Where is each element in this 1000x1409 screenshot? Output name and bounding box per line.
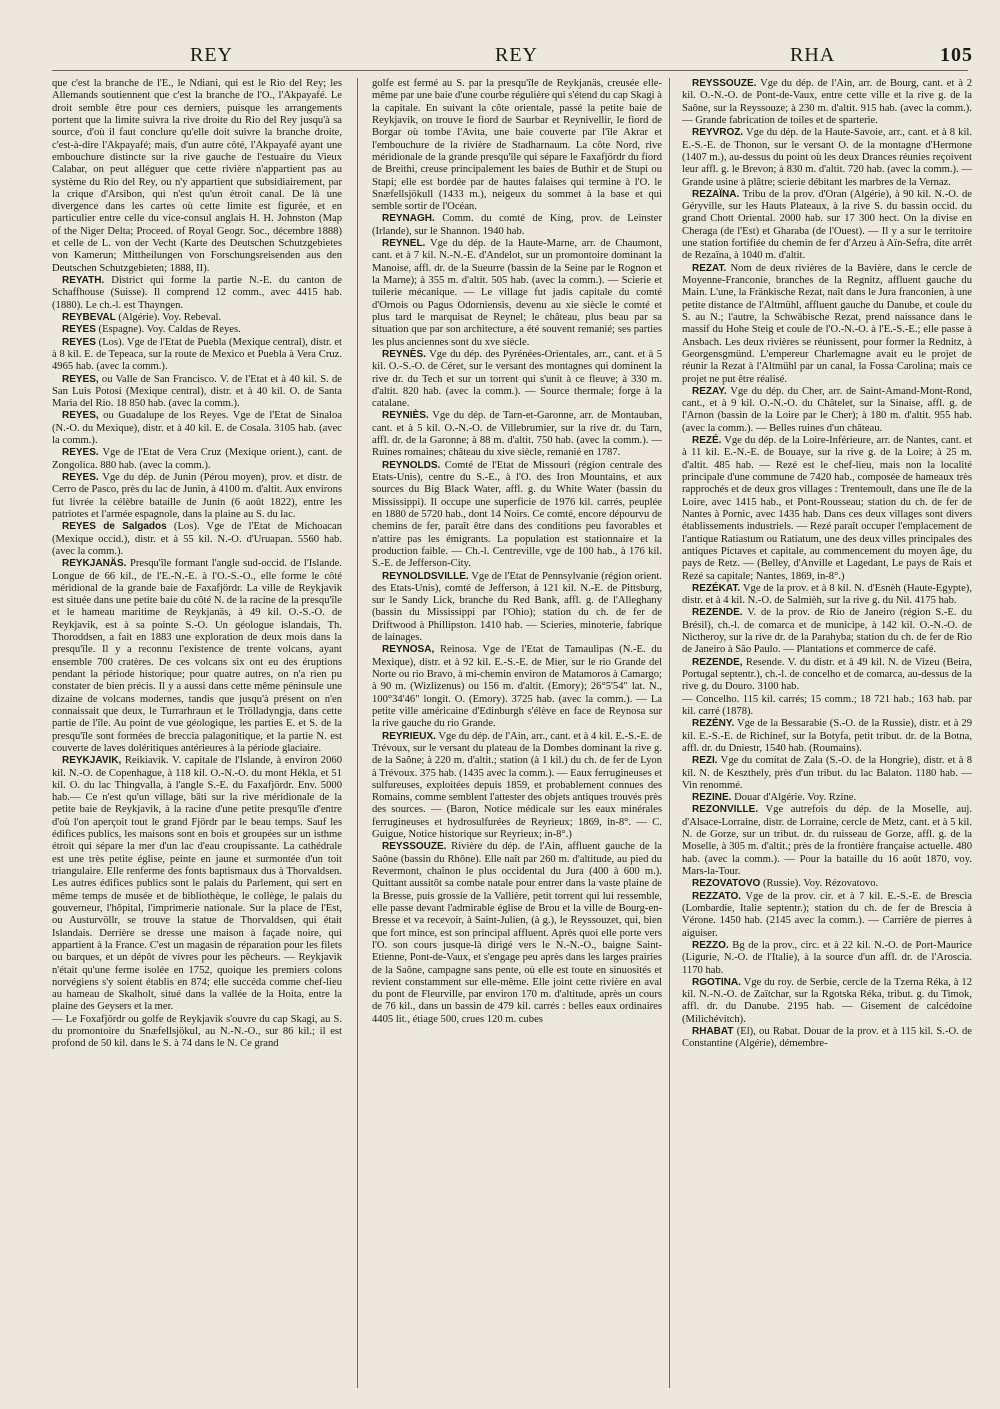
page-number: 105 (940, 44, 973, 66)
column-rule-2 (669, 78, 670, 1388)
article-entry (372, 410, 662, 459)
article-text: — Le Foxafjördr ou golfe de Reykjavik s'ouvre du cap Skagi, au S. du promontoire du Snæfellsjökul, au N.-N.-O., sur 86 kil.; il est profond de 50 kil. dans le S. à 74 dans le N. Ce grand (52, 1013, 342, 1050)
article-headword: REYNÈS. (382, 348, 426, 360)
article-headword: REZINE. (692, 792, 732, 804)
article-headword: REYKJANÄS. (62, 558, 127, 570)
running-head-center: REY (495, 44, 538, 66)
article-entry (52, 312, 342, 324)
article-entry (682, 657, 972, 694)
article-headword: REYNOSA, (382, 644, 435, 656)
article-headword: REZENDE, (692, 656, 743, 668)
article-headword: REZZO. (692, 939, 729, 951)
article-text: Presqu'île formant l'angle sud-occid. de l'Islande. Longue de 66 kil., de l'E.-N.-E. à l'O.-S.-O., elle forme le côté méridional de la grande baie de Faxafjördr. La ville de Reykjavik est située dans une petite baie du côté N. de la racine de la presqu'île et le hameau maritime de Reykjanäs, à 49 kil. O.-S.-O. de Reykjavik, est à sa pointe S.-O. Un géologue islandais, Th. Thoroddsen, a fait en 1883 une exploration de deux mois dans la presqu'île. Il y a reconnu l'existence de trente volcans, ayant ensemble 700 cratères. De ces volcans six ont eu des éruptions pendant la période historique; pour quatre autres, on n'a rien pu constater de bien précis. Il y a aussi dans cette même péninsule une dizaine de volcans modernes, tandis que jusqu'à présent on n'en connaissait que deux, le Turrarhraun et le Trölladyngja, dans cette partie de l'île. Au point de vue géologique, les parties E. et S. de la presqu'île sont formées de breccia palagonitique, et la partie N. est couverte de laves doléritiques antérieures à la période glaciaire. (52, 558, 342, 754)
article-text: Rivière du dép. de l'Ain, affluent gauche de la Saône (bassin du Rhône). Elle naît par 260 m. d'altitude, au pied du Revermont, chaînon le plus occidental du Jura (400 à 600 m.). Quittant aussitôt sa combe natale pour entrer dans la vaste plaine de la Bresse, puis grossie de la Vallière, petit torrent qui lui ressemble, elle passe devant l'admirable église de Brou et la ville de Bourg-en-Bresse et va recevoir, à Saint-Julien, (à g.), le Reyssouzet, qui, bien que fort mince, est son principal affluent. Après quoi elle porte vers l'O. son cours jusque-là dirigé vers le N.-N.-O., baigne Saint-Etienne, Pont-de-Vaux, et s'engage peu après dans les larges prairies de la Saône, campagne sans pente, où elle est toute en sinuosités et revient constamment sur elle-même. Elle joint cette rivière en aval du pont de Fleurville, par environ 170 m. d'altitude, après un cours de 76 kil., dans un bassin de 479 kil. carrés : belles eaux ordinaires 4405 lit., étiage 500, crues 120 m. cubes (372, 841, 662, 1025)
article-text: Nom de deux rivières de la Bavière, dans le cercle de Moyenne-Franconie, branches de la Regnitz, affluent gauche du Main. L'une, la Fränkische Rezat, naît dans le Jura franconien, à une petite distance de l'Altmühl, affluent gauche du Danube, et coule du S. au N.; l'autre, la Schwäbische Rezat, prend naissance dans le massif du Hohe Steig et coule de l'O.-N.-O. à l'E.-S.-E.; elle passe à Ansbach. Les deux rivières se réunissent, pour former la Rednitz, à Georgensgmünd. L'empereur Charlemagne avait eu le projet de réunir la Rezat à l'Altmühl par un canal, la Fossa Carolina; mais ce projet ne put être réalisé. (682, 262, 972, 385)
article-headword: REYBEVAL (62, 311, 116, 323)
article-text: Comm. du comté de King, prov. de Leinster (Irlande), sur le Shannon. 1940 hab. (372, 213, 662, 237)
article-entry (682, 891, 972, 940)
article-entry (682, 792, 972, 804)
article-entry (52, 558, 342, 755)
article-text: Vge du dép. de Tarn-et-Garonne, arr. de Montauban, cant. et à 5 kil. O.-N.-O. de Villebrumier, sur la rive dr. du Tarn, affl. dr. de la Garonne; à 88 m. d'altit. 750 hab. (avec la comm.). — Ruines romaines; château du xive siècle, remanié en 1787. (372, 410, 662, 459)
article-text: Vge de la prov. cir. et à 7 kil. E.-S.-E. de Brescia (Lombardie, Italie septentr.); station du ch. de fer de Brescia à Vérone. 1450 hab. (2145 avec la comm.). — Carrière de pierres à aiguiser. (682, 890, 972, 939)
header-rule (52, 70, 968, 71)
article-entry (52, 275, 342, 312)
article-entry (682, 435, 972, 583)
article-entry (52, 324, 342, 336)
article-text: V. de la prov. de Rio de Janeiro (région S.-E. du Brésil), ch.-l. de comarca et de municipe, à 142 kil. O.-N.-O. de Nictheroy, sur la rive dr. de la Parahyba; station du ch. de fer de Rio de Janeiro à São Paulo. — Plantations et commerce de café. (682, 607, 972, 656)
article-entry (372, 238, 662, 349)
article-text: Vge du dép. de Junin (Pérou moyen), prov. et distr. de Cerro de Pasco, près du lac de Junin, à 4100 m. d'altit. Aux environs fut livrée la célèbre bataille de Junin (6 août 1822), entre les patriotes et l'armée espagnole, dans la plaine au S. du lac. (52, 472, 342, 520)
article-entry (52, 472, 342, 521)
article-entry (682, 127, 972, 189)
article-text: — Concelho. 115 kil. carrés; 15 comm.; 18 721 hab.; 163 hab. par kil. carré (1878). (682, 693, 972, 717)
article-text: Vge du comitat de Zala (S.-O. de la Hongrie), distr. et à 8 kil. N. de Keszthely, près d'un tribut. du lac Balaton. 1180 hab. — Vin renommé. (682, 755, 972, 791)
article-text: (Algérie). Voy. Rebeval. (115, 311, 222, 323)
article-entry (52, 410, 342, 447)
article-headword: REYNOLDS. (382, 459, 441, 471)
article-headword: REYES de Salgados (62, 521, 167, 533)
article-text: Vge du dép. de la Loire-Inférieure, arr. de Nantes, cant. et à 11 kil. E.-N.-E. de Bouaye, sur la rive g. de la Loire; à 25 m. d'altit. 485 hab. — Rezé est le chef-lieu, mais non la localité principale d'une commune de 7420 hab., composée de hameaux très rapprochés et de deux gros villages : Trentemoult, dans une île de la Loire, avec 1415 hab., et Pont-Rousseau; station du ch. de fer de Nantes à Pornic, avec 1435 hab. Dans ces deux villages sont divers établissements industriels. — Rezé paraît occuper l'emplacement de l'antique Ratiastum ou Ratiatum, une des deux villes principales des antiques Pictaves et capitale, au commencement du moyen âge, du pays de Retz. — (Belley, d'Anville et Lagedant, Le pays de Rais et Rezé sa capitale; Nantes, 1869, in-8°.) (682, 435, 972, 582)
article-text: Comté de l'Etat de Missouri (région centrale des Etats-Unis), centre du S.-E., à l'O. des Iron Mountains, et aux sources du Big Black Water, affl. g. du White Water (bassin du Mississippi). Il occupe une superficie de 1976 kil. carrés, peuplée en 1880 de 5720 hab., dont 14 Noirs. Ce comté, encore dépourvu de chemins de fer, paraît être dans des conditions peu favorables et n'attire pas les émigrants. La population est stationnaire et la production faible. — Ch.-l. Centreville, vge de 100 hab., à 176 kil. S.-E. de Jefferson-City. (372, 459, 662, 570)
article-headword: REZENDE. (692, 607, 743, 619)
running-head-left: REY (190, 44, 233, 66)
article-entry (682, 1026, 972, 1051)
article-headword: REZAY. (692, 385, 727, 397)
article-entry (372, 213, 662, 238)
article-text: Reikiavik. V. capitale de l'Islande, à environ 2060 kil. N.-O. de Copenhague, à 118 kil. O.-N.-O. du mont Hékla, et 51 kil. O. du lac Thingvalla, à l'angle S.-E. du Faxafjördr. Env. 5000 hab.— Ce n'est qu'un village, bâti sur la rive méridionale de la petite baie de Reykjavik, à la racine d'une petite presqu'île d'entre d'où l'on aperçoit tout le grand Fjördr par le beau temps. Sauf les édifices publics, les maisons sont en bois et groupées sur un isthme étroit qui sépare la mer d'un lac d'eau croupissante. La cathédrale est une très petite église, peinte en jaune et surmontée d'un toit triangulaire. Elle renferme des fonts baptismaux dus à Thorvaldsen. Les autres édifices publics sont le palais du Parlement, qui sert en même temps de musée et de bibliothèque, le collège, le palais du gouverneur, l'hôpital, l'imprimerie nationale. Sur la place de l'Est, ou Austurvöllr, se trouve la statue de Thorvaldsen, qui était Islandais. Derrière se dresse une maison à façade noire, qui appartient à la France. C'est un magasin de réparation pour les filets ou barques, et un dépôt de vivres pour les pêcheurs. — Reykjavik n'était qu'une ferme isolée en 1752, quoique les premiers colons norvégiens s'y soient établis en 874; elle succéda comme chef-lieu au hameau de Skalholt, situé dans la vallée de la Hoita, entre la plaine des Geysers et la mer. (52, 755, 342, 1013)
article-text: Vge du roy. de Serbie, cercle de la Tzerna Réka, à 12 kil. N.-N.-O. de Zaïtchar, sur la Rgotska Réka, tribut. g. du Timok, affl. dr. du Danube. 2195 hab. — Gisement de calcédoine (Milichévitch). (682, 976, 972, 1025)
article-text: Resende. V. du distr. et à 49 kil. N. de Vizeu (Beira, Portugal septentr.), ch.-l. de concelho et de comarca, au-dessus de la rive g. du Douro. 3100 hab. (682, 656, 972, 693)
article-entry (682, 804, 972, 878)
article-entry (52, 78, 342, 275)
article-entry (682, 386, 972, 435)
article-entry (682, 263, 972, 386)
article-text: Vge du dép. de la Haute-Marne, arr. de Chaumont, cant. et à 7 kil. N.-N.-E. d'Andelot, sur un promontoire dominant la Manoise, affl. dr. de la Sueurre (bassin de la Seine par le Rognon et la Marne); à 355 m. d'altit. 505 hab. (avec la comm.). — Scierie et tuilerie mécanique. — Le village fut jadis capitale du comté d'Ornois ou Pagus Odorniensis, devenu au xie siècle le comté et plus tard le marquisat de Reynel; le château, plus beau par sa situation que par son architecture, a été souvent remanié; ses parties les plus anciennes sont du xve siècle. (372, 238, 662, 348)
article-text: Vge de l'Etat de Pennsylvanie (région orient. des Etats-Unis), comté de Jefferson, à 121 kil. N.-E. de Pittsburg, sur le Sandy Lick, branche du Red Bank, affl. g. de l'Alleghany (bassin du Mississippi par l'Ohio); station du ch. de fer de Driftwood à Phillipston. 1410 hab. — Scieries, minoterie, fabrique de lainages. (372, 570, 662, 644)
article-headword: REYNEL. (382, 238, 426, 250)
article-entry (682, 694, 972, 719)
article-headword: REYES. (62, 472, 99, 483)
article-headword: REZONVILLE. (692, 804, 759, 816)
column-right (682, 78, 972, 1388)
article-headword: REYNOLDSVILLE. (382, 570, 469, 582)
article-headword: REYATH. (62, 275, 105, 286)
article-text: Bg de la prov., circ. et à 22 kil. N.-O. de Port-Maurice (Ligurie, N.-O. de l'Italie), à la source d'un affl. dr. de l'Aroscia. 1170 hab. (682, 939, 972, 976)
running-head-right: RHA (790, 44, 836, 66)
article-headword: REZOVATOVO (692, 878, 761, 890)
article-headword: REYVROZ. (692, 127, 744, 139)
article-entry (682, 878, 972, 890)
article-headword: REYNIÈS. (382, 410, 429, 422)
article-entry (682, 583, 972, 608)
article-text: District qui forme la partie N.-E. du canton de Schaffhouse (Suisse). Il comprend 12 comm., avec 4415 hab. (1880). Le ch.-l. est Thayngen. (52, 275, 342, 311)
article-headword: RGOTINA. (692, 976, 741, 988)
article-entry (372, 349, 662, 411)
article-headword: REYES, (62, 410, 99, 422)
article-text: Reinosa. Vge de l'Etat de Tamaulipas (N.-E. du Mexique), distr. et à 92 kil. E.-S.-E. de Mier, sur le rio Grande del Norte ou rio Bravo, à mi-chemin environ de Matamoros à Camargo; à 90 m. (Wizlizenus) ou 156 m. d'altit. (Emory); 26°5'54" lat. N., 100°34'46" longit. O. (Emory). 3725 hab. (avec la comm.). — La petite ville américaine d'Edinburgh s'élève en face de Reynosa sur la rive gauche du rio Grande. (372, 644, 662, 730)
article-entry (52, 447, 342, 472)
article-headword: REZAT. (692, 262, 727, 274)
article-headword: REZI. (692, 755, 718, 767)
article-entry (372, 731, 662, 842)
article-headword: REZZATO. (692, 890, 742, 902)
article-text: (Los). Vge de l'Etat de Michoacan (Mexique occid.), distr. et à 55 kil. N.-O. d'Uruapan. 5560 hab. (avec la comm.). (52, 521, 342, 557)
article-text: Vge du dép. des Pyrénées-Orientales, arr., cant. et à 5 kil. O.-S.-O. de Céret, sur le versant des montagnes qui dominent la rive dr. du Tech et sur un torrent qui s'unit à ce fleuve; à 330 m. d'altit. 820 hab. (avec la comm.). — Source thermale; forge à la catalane. (372, 348, 662, 410)
article-entry (52, 337, 342, 374)
article-entry (372, 460, 662, 571)
article-headword: REYES. (62, 447, 99, 459)
article-headword: REZÉKAT. (692, 582, 741, 594)
article-entry (682, 755, 972, 792)
article-text: Douar d'Algérie. Voy. Rzine. (731, 792, 857, 804)
article-text: (Russie). Voy. Rézovatovo. (760, 878, 879, 890)
article-headword: REYES (62, 324, 96, 336)
article-entry (682, 718, 972, 755)
article-entry (372, 644, 662, 730)
article-headword: REYKJAVIK, (62, 755, 122, 767)
article-entry (52, 1014, 342, 1051)
column-left (52, 78, 342, 1388)
article-text: Vge autrefois du dép. de la Moselle, auj. d'Alsace-Lorraine, distr. de Lorraine, cercle de Metz, cant. et à 5 kil. N. de Gorze, sur un tribut. dr. du ruisseau de Gorze, affl. g. de la Moselle, à 305 m. d'altit.; près de la frontière française actuelle. 480 hab. (avec la comm.). — Pour la bataille du 16 août 1870, voy. Mars-la-Tour. (682, 804, 972, 877)
article-headword: REYNAGH. (382, 213, 435, 225)
article-entry (682, 607, 972, 656)
article-text: que c'est la branche de l'E., le Ndiani, qui est le Rio del Rey; les Allemands soutiennent que c'est la branche de l'O., l'Akpayafé. Le droit semble être pour ces derniers, puisque les arrangements portent que la limite suivra la rive droite du Rio del Rey jusqu'à sa source, d'où il faut conclure qu'elle doit suivre la branche droite, c'est-à-dire l'Akpayafé; mais, d'un autre côté, l'Akpayafé ayant une embouchure distincte sur la rive gauche de l'estuaire du Vieux Calabar, on peut alléguer que cette rivière n'appartient pas au système du Rio del Rey, ou n'y appartient que subsidiairement, par la crique d'Arsibon, qui n'est qu'un étroit canal. De là une divergence dans les cartes où cette limite est figurée, et en particulier entre celle du vice-consul anglais H. H. Johnston (Map of the Niger Delta; Proceed. of Royal Geogr. Soc., décembre 1888) et celle de L. von der Vecht (Karte des Deutschen Schutzgebietes von Kamerun; Mittheilungen von Forschungsreisenden aus den Deutschen Schutzgebieten; 1888, II). (52, 78, 342, 274)
article-headword: REYES (62, 336, 96, 348)
article-headword: REZÉNY. (692, 718, 735, 730)
article-entry (52, 374, 342, 411)
article-text: Vge du dép. de la Haute-Savoie, arr., cant. et à 8 kil. E.-S.-E. de Thonon, sur le versant O. de la montagne d'Hermone (1407 m.), au-dessus du point où les deux Drances réunies reçoivent leur affl. g. le Brevon; à 830 m. d'altit. 720 hab. (avec la comm.). — Grande usine à plâtre; scierie débitant les marbres de la Vernaz. (682, 127, 972, 188)
article-headword: RHABAT (692, 1026, 734, 1038)
article-headword: REZÉ. (692, 435, 722, 447)
article-entry (52, 521, 342, 558)
article-text: (El), ou Rabat. Douar de la prov. et à 115 kil. S.-O. de Constantine (Algérie), démembre- (682, 1026, 972, 1050)
article-headword: REZAÏNA. (692, 188, 740, 200)
article-entry (682, 940, 972, 977)
article-entry (682, 78, 972, 127)
article-text: Vge du dép. du Cher, arr. de Saint-Amand-Mont-Rond, cant., et à 9 kil. O.-N.-O. du Châtelet, sur la Sinaise, affl. g. de l'Arnon (bassin de la Loire par le Cher); à 180 m. d'altit. 955 hab. (avec la comm.). — Belles ruines d'un château. (682, 385, 972, 434)
article-text: ou Valle de San Francisco. V. de l'Etat et à 40 kil. S. de San Luis Potosi (Mexique central), distr. et à 40 kil. O. de Santa Maria del Rio. 18 850 hab. (avec la comm.). (52, 373, 342, 410)
article-text: Vge du dép. de l'Ain, arr. de Bourg, cant. et à 2 kil. O.-N.-O. de Pont-de-Vaux, entre cette ville et la rive g. de la Saône, sur la Reyssouze; à 230 m. d'altit. 915 hab. (avec la comm.). — Grande fabrication de toiles et de sparterie. (682, 78, 972, 126)
article-headword: REYRIEUX. (382, 730, 436, 742)
article-text: Tribu de la prov. d'Oran (Algérie), à 90 kil. N.-O. de Géryville, sur les Hauts Plateaux, à la rive S. du bassin occid. du grand Chott Oriental. 2000 hab. sur 17 300 hect. On la divise en Cheraga (de l'Est) et Gharaba (de l'Ouest). — Il y a sur le territoire une station fortifiée du chemin de fer d'Arzeu à Aïn-Sefra, dite arrêt de Rezaïna, à 1040 m. d'altit. (682, 188, 972, 262)
article-headword: REYES, (62, 373, 99, 385)
article-entry (682, 189, 972, 263)
column-rule-1 (357, 78, 358, 1388)
article-text: Vge de la Bessarabie (S.-O. de la Russie), distr. et à 29 kil. E.-S.-E. de Richinef, sur la Botyfa, petit tribut. dr. de la Botna, affl. dr. du Dniestr, 1540 hab. (Roumains). (682, 718, 972, 754)
article-text: (Espagne). Voy. Caldas de Reyes. (95, 324, 241, 336)
article-text: ou Guadalupe de los Reyes. Vge de l'Etat de Sinaloa (N.-O. du Mexique), distr. et à 40 kil. E. de Cosala. 3105 hab. (avec la comm.). (52, 410, 342, 447)
article-text: Vge de la prov. et à 8 kil. N. d'Esnèh (Haute-Egypte), distr. et à 4 kil. N.-O. de Salmièh, sur la rive g. du Nil. 4175 hab. (682, 582, 972, 607)
column-middle (372, 78, 662, 1388)
article-entry (372, 841, 662, 1026)
article-entry (372, 78, 662, 213)
article-text: (Los). Vge de l'Etat de Puebla (Mexique central), distr. et à 8 kil. E. de Tepeaca, sur la route de Mexico et Puebla à Vera Cruz. 4965 hab. (avec la comm.). (52, 336, 342, 373)
article-entry (52, 755, 342, 1014)
article-text: Vge de l'Etat de Vera Cruz (Mexique orient.), cant. de Zongolica. 880 hab. (avec la comm.). (52, 447, 342, 471)
article-text: golfe est fermé au S. par la presqu'île de Reykjanäs, creusée elle-même par une baie d'une courbe régulière qui s'étend du cap Skagi à la capitale. En suivant la côte orientale, passé la petite baie de Reykjavik, on trouve le fiord de Saurbar et Reynivellir, le fiord de Borgar où tombe l'Avita, une baie couverte par l'île Akrar et l'embouchure de la rivière de Stadharnaum. La côte Nord, rive méridionale de la grande presqu'île qui sépare le Faxafjördr du fiord de Breithi, creuse principalement les baies de Buthir et de Stupi ou Stapi; elle est bordée par de hautes falaises qui termine à l'O. le Snæfellsjökull (1433 m.), neigeux du sommet à la base et qui semble sortir de l'Océan. (372, 78, 662, 213)
article-headword: REYSSOUZE. (692, 78, 757, 89)
article-entry (682, 977, 972, 1026)
article-entry (372, 571, 662, 645)
article-text: Vge du dép. de l'Ain, arr., cant. et à 4 kil. E.-S.-E. de Trévoux, sur le versant du plateau de la Dombes dominant la rive g. de la Saône; à 220 m. d'altit.; station (à 1 kil.) du ch. de fer de Lyon à Trévoux. 375 hab. (1435 avec la comm.). — Eaux ferrugineuses et sulfureuses, exploitées depuis 1859, et probablement connues des Romains, comme semblent l'attester des objets antiques trouvés près des sources. — (Baron, Notice médicale sur les eaux minérales ferrugineuses et hydrosulfurées de Reyrieux; 1869, in-8°. — C. Guigue, Notice historique sur Reyrieux; in-8°.) (372, 730, 662, 841)
article-headword: REYSSOUZE. (382, 841, 447, 853)
